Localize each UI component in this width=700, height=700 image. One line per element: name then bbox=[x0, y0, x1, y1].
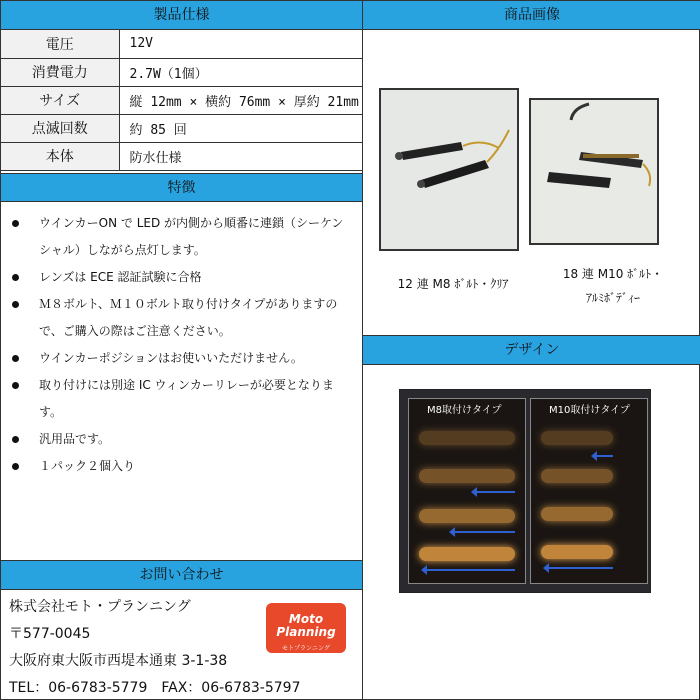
arrow-icon bbox=[547, 567, 613, 569]
logo-subtext: モトプランニング bbox=[282, 645, 330, 652]
arrow-icon bbox=[475, 491, 515, 493]
spec-key: 本体 bbox=[1, 142, 119, 170]
spec-header: 製品仕様 bbox=[1, 1, 362, 30]
bullet-icon bbox=[12, 220, 19, 227]
feature-item bbox=[9, 210, 354, 264]
lamp-stage-2 bbox=[419, 469, 515, 483]
arrow-icon bbox=[453, 531, 515, 533]
spec-key: 点滅回数 bbox=[1, 114, 119, 142]
lamp-stage-3 bbox=[419, 509, 515, 523]
features-list bbox=[1, 202, 362, 480]
design-section bbox=[363, 335, 700, 365]
bullet-icon bbox=[12, 382, 19, 389]
product-photos bbox=[363, 30, 700, 335]
feature-item bbox=[9, 264, 354, 291]
logo-text: Moto Planning bbox=[276, 612, 336, 639]
spec-value: 縦 12mm × 横約 76mm × 厚約 21mm bbox=[119, 86, 362, 114]
lamp-stage-1 bbox=[419, 431, 515, 445]
panel-title-m8: M8取付けタイプ bbox=[427, 405, 502, 416]
spec-row bbox=[1, 142, 362, 170]
feature-item bbox=[9, 372, 354, 426]
bullet-icon bbox=[12, 463, 19, 470]
arrow-icon bbox=[425, 569, 515, 571]
panel-title-m10: M10取付けタイプ bbox=[549, 405, 630, 416]
feature-item bbox=[9, 291, 354, 345]
caption-m10 bbox=[523, 262, 700, 310]
feature-text: 取り付けには別途 IC ウィンカーリレーが必要となります。 bbox=[39, 378, 334, 419]
bullet-icon bbox=[12, 355, 19, 362]
spec-row bbox=[1, 86, 362, 114]
left-column bbox=[1, 1, 363, 700]
contact-section bbox=[1, 560, 362, 700]
product-images-header: 商品画像 bbox=[363, 1, 700, 30]
spec-row bbox=[1, 30, 362, 58]
caption-m8: 12 連 M8 ﾎﾞﾙﾄ・ｸﾘｱ bbox=[397, 277, 509, 291]
product-photo-m8 bbox=[379, 88, 519, 251]
spec-value: 2.7W（1個） bbox=[119, 58, 362, 86]
bullet-icon bbox=[12, 301, 19, 308]
lamp-stage-3 bbox=[541, 507, 613, 521]
address: 大阪府東大阪市西堤本通東 3-1-38 bbox=[9, 653, 228, 669]
feature-text: ウインカーON で LED が内側から順番に連鎖（シーケンシャル）しながら点灯します。 bbox=[39, 216, 344, 257]
spec-value: 12V bbox=[119, 30, 362, 58]
design-panel-m10 bbox=[530, 398, 648, 584]
spec-value: 約 85 回 bbox=[119, 114, 362, 142]
turn-signal-m10-image bbox=[531, 100, 657, 243]
spec-row bbox=[1, 114, 362, 142]
bullet-icon bbox=[12, 274, 19, 281]
spec-value: 防水仕様 bbox=[119, 142, 362, 170]
spec-key: 消費電力 bbox=[1, 58, 119, 86]
caption-m10-line2: ｱﾙﾐﾎﾞﾃﾞｨｰ bbox=[585, 291, 640, 305]
company-name: 株式会社モト・プランニング bbox=[9, 599, 191, 615]
right-column bbox=[363, 1, 700, 700]
feature-text: １パック２個入り bbox=[39, 459, 136, 473]
feature-text: ウインカーポジションはお使いいただけません。 bbox=[39, 351, 303, 365]
feature-item bbox=[9, 345, 354, 372]
caption-m10-line1: 18 連 M10 ﾎﾞﾙﾄ・ bbox=[562, 267, 664, 281]
spec-row bbox=[1, 58, 362, 86]
design-header: デザイン bbox=[363, 336, 700, 365]
spec-table bbox=[1, 30, 362, 171]
feature-text: 汎用品です。 bbox=[39, 432, 111, 446]
lamp-stage-4 bbox=[541, 545, 613, 559]
spec-key: サイズ bbox=[1, 86, 119, 114]
phone-fax: TEL：06-6783-5779 FAX：06-6783-5797 bbox=[9, 680, 301, 696]
turn-signal-m8-image bbox=[381, 90, 517, 249]
company-logo bbox=[266, 603, 346, 653]
spec-key: 電圧 bbox=[1, 30, 119, 58]
design-panel-m8 bbox=[408, 398, 526, 584]
feature-item bbox=[9, 453, 354, 480]
lamp-stage-4 bbox=[419, 547, 515, 561]
feature-item bbox=[9, 426, 354, 453]
design-image bbox=[399, 389, 651, 593]
bullet-icon bbox=[12, 436, 19, 443]
lamp-stage-1 bbox=[541, 431, 613, 445]
product-photo-m10 bbox=[529, 98, 659, 245]
lamp-stage-2 bbox=[541, 469, 613, 483]
contact-header: お問い合わせ bbox=[1, 561, 362, 590]
feature-text: レンズは ECE 認証試験に合格 bbox=[39, 270, 202, 284]
arrow-icon bbox=[595, 455, 613, 457]
features-header: 特徴 bbox=[1, 173, 362, 202]
postal-code: 〒577-0045 bbox=[9, 626, 91, 642]
feature-text: Ｍ８ボルト、Ｍ１０ボルト取り付けタイプがありますので、ご購入の際はご注意ください。 bbox=[39, 297, 338, 338]
features-section bbox=[1, 173, 362, 480]
